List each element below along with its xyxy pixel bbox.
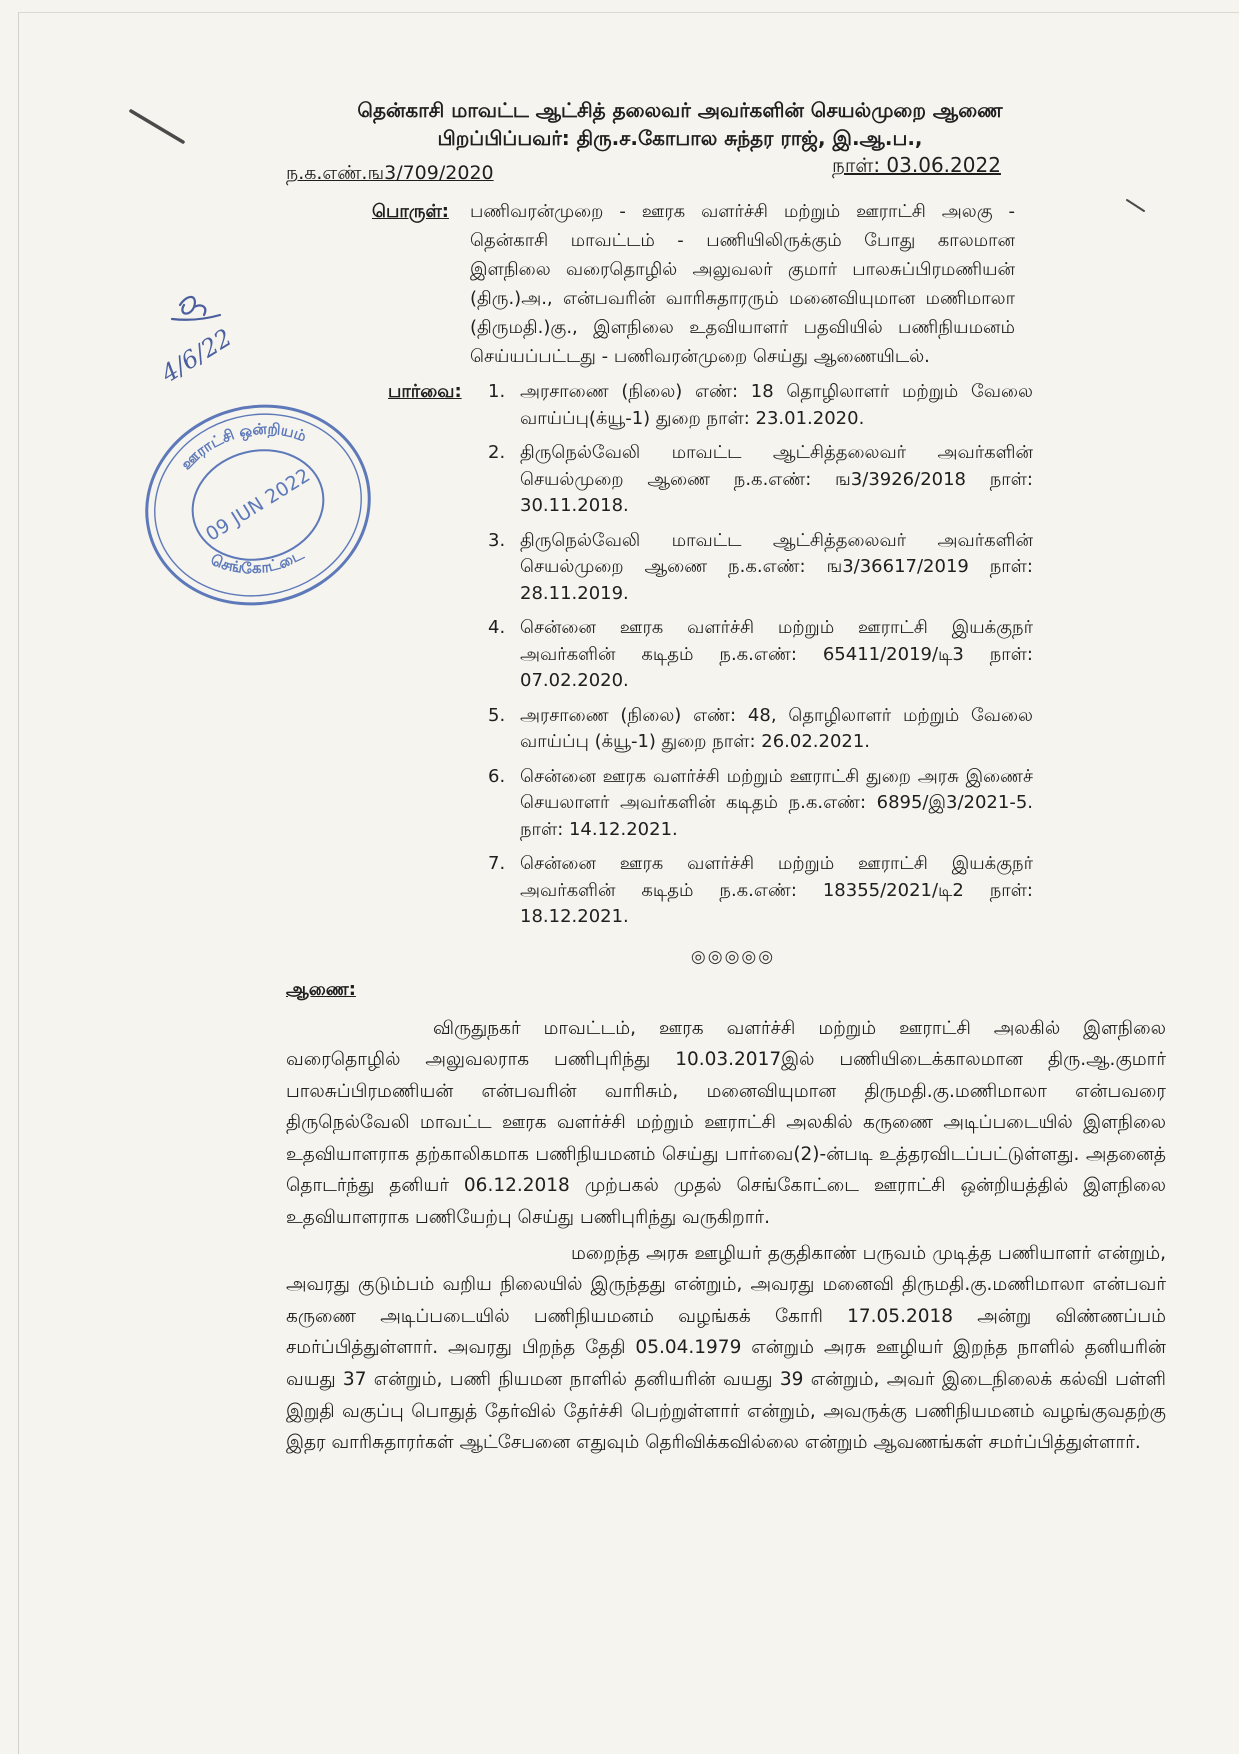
seal-top-text-path: ஊராட்சி ஒன்றியம் xyxy=(177,419,309,474)
reference-item xyxy=(488,703,1033,756)
order-paragraph: மறைந்த அரசு ஊழியர் தகுதிகாண் பருவம் முடித்த பணியாளர் என்றும், அவரது குடும்பம் வறிய நிலையில் இருந்தது என்றும், அவரது மனைவி திருமதி.கு.மணிமாலா என்பவர் கருணை அடிப்படையில் பணிநியமனம் வழங்கக் கோரி 17.05.2018 அன்று விண்ணப்பம் சமர்ப்பித்துள்ளார். அவரது பிறந்த தேதி 05.04.1979 என்றும் அரசு ஊழியர் இறந்த நாளில் தனியரின் வயது 37 என்றும், பணி நியமன நாளில் தனியரின் வயது 39 என்றும், அவர் இடைநிலைக் கல்வி பள்ளி இறுதி வகுப்பு பொதுத் தேர்வில் தேர்ச்சி பெற்றுள்ளார் என்றும், அவருக்கு பணிநியமனம் வழங்குவதற்கு இதர வாரிசுதாரர்கள் ஆட்சேபனை எதுவும் தெரிவிக்கவில்லை என்றும் ஆவணங்கள் சமர்ப்பித்துள்ளார். xyxy=(286,1242,1166,1454)
handwritten-initials xyxy=(150,285,300,395)
file-number: ந.க.எண்.ங3/709/2020 xyxy=(286,162,494,184)
signature-stroke xyxy=(172,297,220,320)
seal-date: 09 JUN 2022 xyxy=(201,464,315,546)
reference-number: 7. xyxy=(488,853,506,874)
reference-text: சென்னை ஊரக வளர்ச்சி மற்றும் ஊராட்சி இயக்குநர் அவர்களின் கடிதம் ந.க.எண்: 65411/2019/டி3 நாள்: 07.02.2020. xyxy=(520,617,1033,691)
reference-item xyxy=(488,528,1033,608)
handwritten-date: 4/6/22 xyxy=(156,323,237,389)
reference-line xyxy=(0,153,1239,186)
document-date: நாள்: 03.06.2022 xyxy=(832,153,1001,177)
reference-text: சென்னை ஊரக வளர்ச்சி மற்றும் ஊராட்சி இயக்குநர் அவர்களின் கடிதம் ந.க.எண்: 18355/2021/டி2 நாள்: 18.12.2021. xyxy=(520,853,1033,927)
references-label: பார்வை: xyxy=(388,381,462,402)
section-separator: ◎◎◎◎◎ xyxy=(690,946,776,967)
subject-section xyxy=(372,197,1015,371)
reference-number: 1. xyxy=(488,381,506,402)
subject-label: பொருள்: xyxy=(372,201,449,222)
references-list xyxy=(488,379,1033,939)
reference-number: 3. xyxy=(488,529,506,551)
document-header xyxy=(300,96,1060,152)
reference-number: 5. xyxy=(488,704,506,726)
reference-item xyxy=(488,615,1033,695)
office-seal xyxy=(136,397,380,613)
reference-item xyxy=(488,440,1033,520)
reference-item xyxy=(488,764,1033,844)
subject-text: பணிவரன்முறை - ஊரக வளர்ச்சி மற்றும் ஊராட்சி அலகு - தென்காசி மாவட்டம் - பணியிலிருக்கும் போது காலமான இளநிலை வரைதொழில் அலுவலர் குமார் பாலசுப்பிரமணியன் (திரு.)அ., என்பவரின் வாரிசுதாரரும் மனைவியுமான மணிமாலா (திருமதி.)கு., இளநிலை உதவியாளர் பதவியில் பணிநியமனம் செய்யப்பட்டது - பணிவரன்முறை செய்து ஆணையிடல். xyxy=(470,201,1015,367)
reference-number: 2. xyxy=(488,442,506,463)
issuer-line: பிறப்பிப்பவர்: திரு.ச.கோபால சுந்தர ராஜ், இ.ஆ.ப., xyxy=(437,126,923,150)
reference-text: சென்னை ஊரக வளர்ச்சி மற்றும் ஊராட்சி துறை அரசு இணைச் செயலாளர் அவர்களின் கடிதம் ந.க.எண்: 6895/இ3/2021-5. நாள்: 14.12.2021. xyxy=(520,765,1033,840)
references-section xyxy=(388,379,1033,939)
reference-text: திருநெல்வேலி மாவட்ட ஆட்சித்தலைவர் அவர்களின் செயல்முறை ஆணை ந.க.எண்: ங3/36617/2019 நாள்: 28.11.2019. xyxy=(520,529,1033,604)
reference-item xyxy=(488,851,1033,931)
reference-text: திருநெல்வேலி மாவட்ட ஆட்சித்தலைவர் அவர்களின் செயல்முறை ஆணை ந.க.எண்: ங3/3926/2018 நாள்: 30.11.2018. xyxy=(520,442,1033,516)
reference-number: 4. xyxy=(488,617,506,638)
order-label: ஆணை: xyxy=(286,978,356,1000)
reference-number: 6. xyxy=(488,765,506,787)
seal-bottom-text-path: செங்கோட்டை xyxy=(208,544,307,578)
document-title: தென்காசி மாவட்ட ஆட்சித் தலைவர் அவர்களின் செயல்முறை ஆணை xyxy=(357,98,1003,122)
order-paragraph: விருதுநகர் மாவட்டம், ஊரக வளர்ச்சி மற்றும் ஊராட்சி அலகில் இளநிலை வரைதொழில் அலுவலராக பணிபுரிந்து 10.03.2017இல் பணியிடைக்காலமான திரு.ஆ.குமார் பாலசுப்பிரமணியன் என்பவரின் வாரிசும், மனைவியுமான திருமதி.கு.மணிமாலா என்பவரை திருநெல்வேலி மாவட்ட ஊரக வளர்ச்சி மற்றும் ஊராட்சி அலகில் கருணை அடிப்படையில் இளநிலை உதவியாளராக தற்காலிகமாக பணிநியமனம் செய்து பார்வை(2)-ன்படி உத்தரவிடப்பட்டுள்ளது. அதனைத் தொடர்ந்து தனியர் 06.12.2018 முற்பகல் முதல் செங்கோட்டை ஊராட்சி ஒன்றியத்தில் இளநிலை உதவியாளராக பணியேற்பு செய்து பணிபுரிந்து வருகிறார். xyxy=(286,1017,1166,1229)
reference-item xyxy=(488,379,1033,432)
reference-text: அரசாணை (நிலை) எண்: 18 தொழிலாளர் மற்றும் வேலை வாய்ப்பு(க்யூ-1) துறை நாள்: 23.01.2020. xyxy=(520,381,1033,429)
reference-text: அரசாணை (நிலை) எண்: 48, தொழிலாளர் மற்றும் வேலை வாய்ப்பு (க்யூ-1) துறை நாள்: 26.02.2021. xyxy=(520,704,1033,752)
